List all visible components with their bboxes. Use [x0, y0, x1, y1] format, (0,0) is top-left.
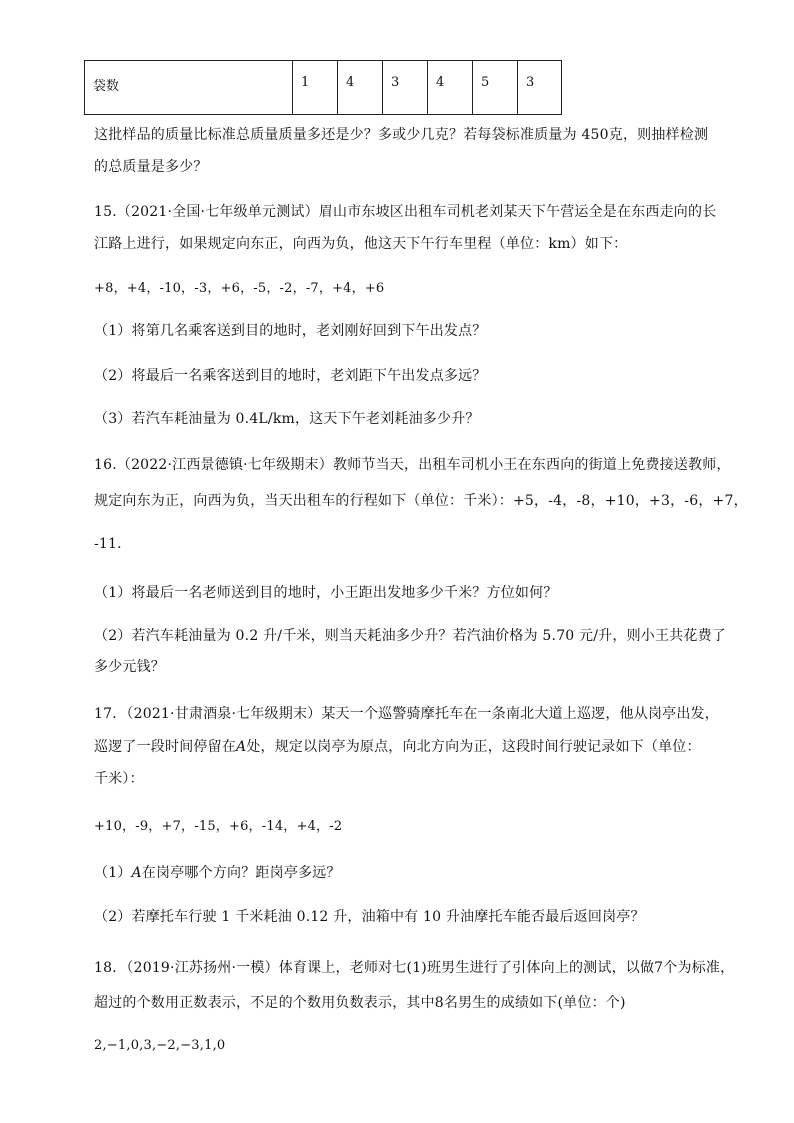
q17-data: +10，-9，+7，-15，+6，-14，+4，-2: [94, 819, 343, 834]
table-cell: 4: [338, 61, 383, 115]
q18-stem-line: 18．（2019·江苏扬州·一模）体育课上，老师对七(1)班男生进行了引体向上的测试，以做7个为标准，: [94, 960, 735, 976]
table-cell: 4: [428, 61, 473, 115]
q15-stem-line: 江路上进行，如果规定向东正，向西为负，他这天下午行车里程（单位：km）如下：: [94, 236, 628, 252]
q16-stem-line: 16.（2022·江西景德镇·七年级期末）教师节当天，出租车司机小王在东西向的街道上免费接送教师，: [94, 457, 731, 473]
prev-question-line: 这批样品的质量比标准总质量质量多还是少？多或少几克？若每袋标准质量为 450克，则抽样检测: [94, 127, 709, 143]
q17-sub-question: [94, 862, 341, 882]
q15-data: +8，+4，-10，-3，+6，-5，-2，-7，+4，+6: [94, 281, 385, 296]
q15-sub-question: （2）将最后一名乘客送到目的地时，老刘距下午出发点多远？: [94, 368, 487, 384]
table-cell: 1: [293, 61, 338, 115]
q17-sub-text: 在岗亭哪个方向？距岗亭多远？: [141, 865, 341, 881]
q16-sub-question: （1）将最后一名老师送到目的地时，小王距出发地多少千米？方位如何？: [94, 585, 558, 601]
q18-stem-line: 超过的个数用正数表示，不足的个数用负数表示，其中8名男生的成绩如下(单位：个): [94, 995, 626, 1011]
q15-sub-question: （1）将第几名乘客送到目的地时，老刘刚好回到下午出发点？: [94, 323, 487, 339]
q15-sub-question: （3）若汽车耗油量为 0.4L/km，这天下午老刘耗油多少升？: [94, 411, 480, 427]
q16-sub-question: 多少元钱？: [94, 659, 165, 675]
q17-stem-line: 千米）：: [94, 771, 144, 787]
q17-sub-question: （2）若摩托车行驶 1 千米耗油 0.12 升，油箱中有 10 升油摩托车能否最后返回岗亭？: [94, 909, 645, 925]
q17-stem-text: 处，规定以岗亭为原点，向北方向为正，这段时间行驶记录如下（单位：: [246, 739, 701, 755]
q16-stem-line: 规定向东为正，向西为负，当天出租车的行程如下（单位：千米）：+5，-4，-8，+10，+3，-6，+7，: [94, 493, 748, 509]
q17-stem-line: [94, 736, 701, 756]
point-a-label: A: [131, 865, 142, 881]
q15-stem-line: 15.（2021·全国·七年级单元测试）眉山市东坡区出租车司机老刘某天下午营运全是在东西走向的长: [94, 204, 717, 220]
prev-question-line: 的总质量是多少？: [94, 159, 208, 175]
sub-question-number: （1）: [94, 865, 132, 881]
q18-data: 2,−1,0,3,−2,−3,1,0: [94, 1038, 226, 1053]
q16-sub-question: （2）若汽车耗油量为 0.2 升/千米，则当天耗油多少升？若汽油价格为 5.70 元/升，则小王共花费了: [94, 628, 726, 644]
table-cell: 3: [383, 61, 428, 115]
table-cell: 3: [518, 61, 562, 115]
q17-stem-line: 17．（2021·甘肃酒泉·七年级期末）某天一个巡警骑摩托车在一条南北大道上巡逻，他从岗亭出发，: [94, 706, 719, 722]
q17-stem-text: 巡逻了一段时间停留在: [94, 739, 236, 755]
point-a-label: A: [236, 739, 247, 755]
table-cell: 5: [473, 61, 518, 115]
table-header-cell: 袋数: [85, 61, 293, 115]
q16-stem-line: -11．: [94, 536, 132, 552]
bag-count-table: [84, 60, 562, 115]
table-row: [85, 61, 562, 115]
